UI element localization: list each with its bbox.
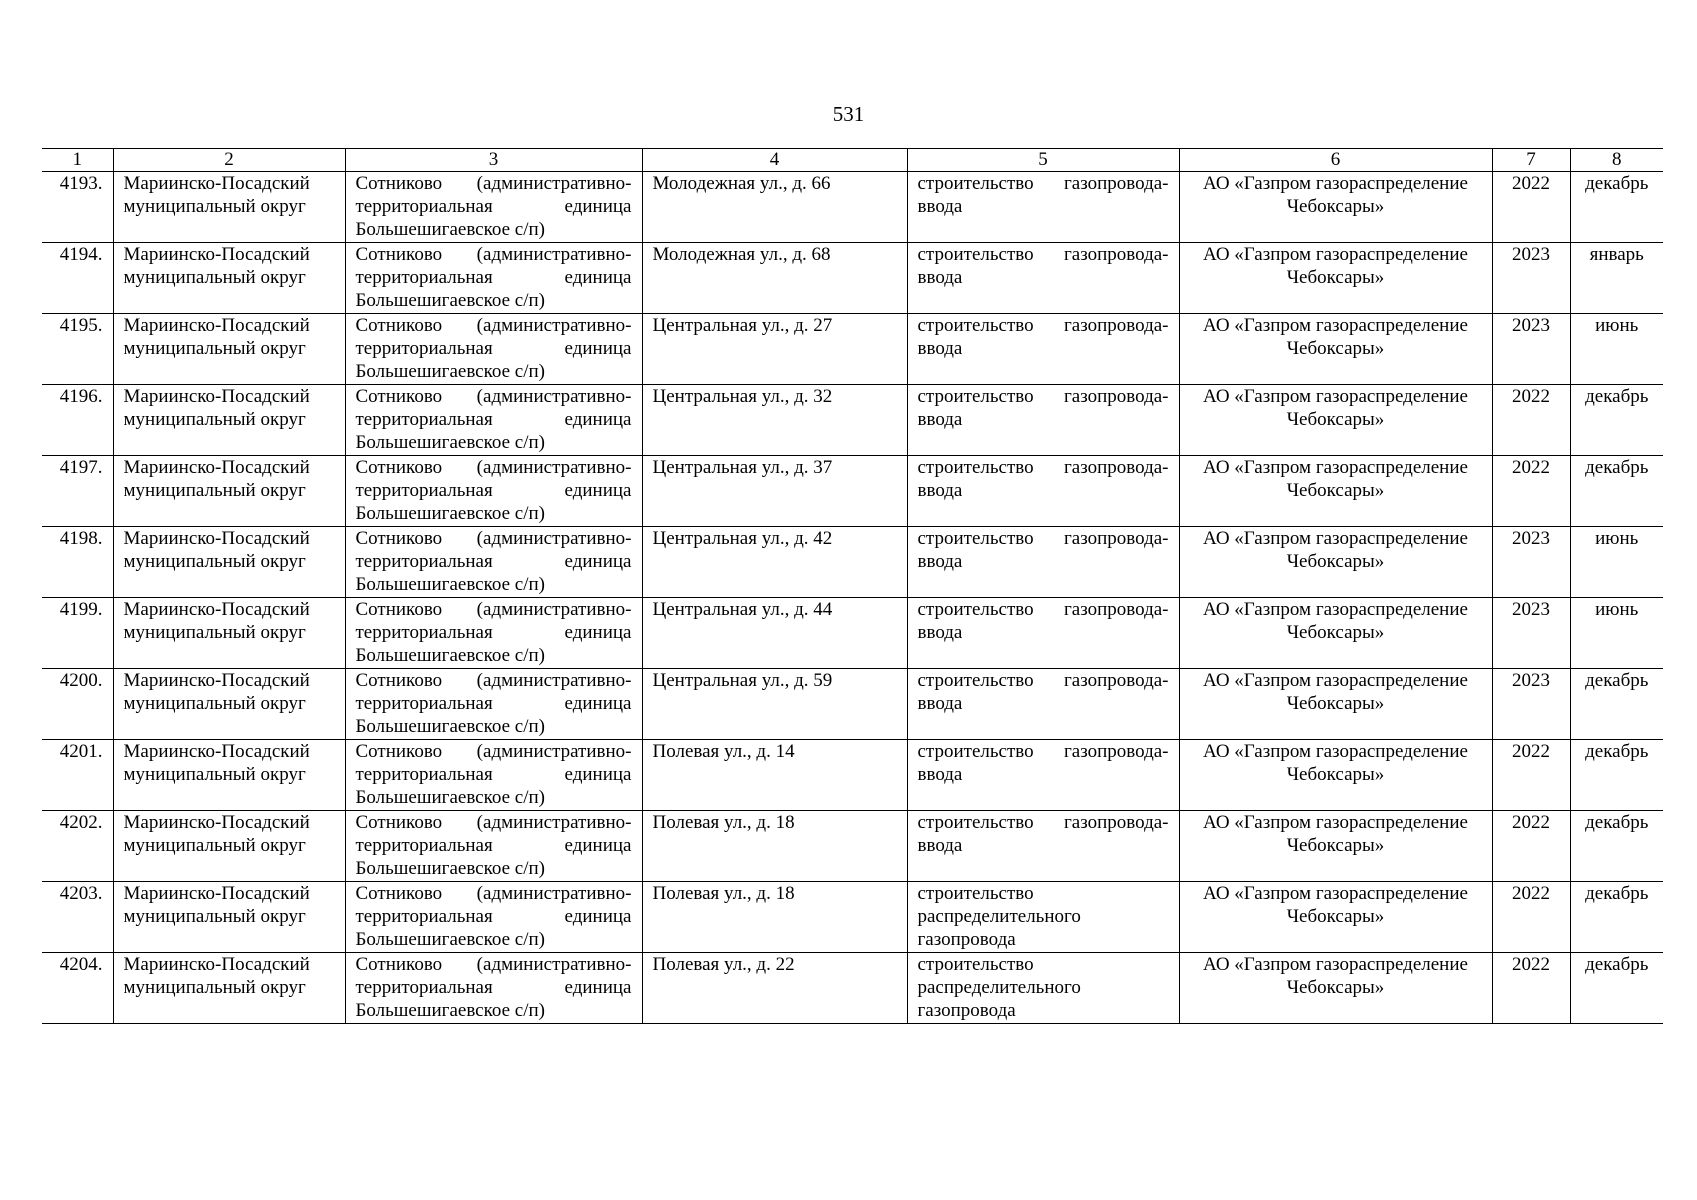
work-type-cell: строительство распределительного газопровода xyxy=(907,882,1179,953)
district-cell: Мариинско-Посадский муниципальный округ xyxy=(113,598,345,669)
work-type-cell: строительство газопровода-ввода xyxy=(907,598,1179,669)
year-cell: 2022 xyxy=(1492,456,1570,527)
address-cell: Центральная ул., д. 59 xyxy=(642,669,907,740)
month-cell: декабрь xyxy=(1570,740,1663,811)
settlement-cell: Сотниково (административно-территориальная единица Большешигаевское с/п) xyxy=(345,811,642,882)
table-row xyxy=(42,882,1663,953)
settlement-cell: Сотниково (административно-территориальная единица Большешигаевское с/п) xyxy=(345,882,642,953)
month-cell: декабрь xyxy=(1570,456,1663,527)
address-cell: Центральная ул., д. 44 xyxy=(642,598,907,669)
district-cell: Мариинско-Посадский муниципальный округ xyxy=(113,527,345,598)
column-header-7: 7 xyxy=(1492,149,1570,172)
row-number: 4198. xyxy=(42,527,113,598)
row-number: 4199. xyxy=(42,598,113,669)
organization-cell: АО «Газпром газораспределение Чебоксары» xyxy=(1179,456,1492,527)
year-cell: 2023 xyxy=(1492,527,1570,598)
settlement-cell: Сотниково (административно-территориальная единица Большешигаевское с/п) xyxy=(345,385,642,456)
district-cell: Мариинско-Посадский муниципальный округ xyxy=(113,243,345,314)
table-row xyxy=(42,811,1663,882)
address-cell: Молодежная ул., д. 66 xyxy=(642,172,907,243)
row-number: 4203. xyxy=(42,882,113,953)
column-header-8: 8 xyxy=(1570,149,1663,172)
year-cell: 2022 xyxy=(1492,172,1570,243)
organization-cell: АО «Газпром газораспределение Чебоксары» xyxy=(1179,669,1492,740)
table-row xyxy=(42,527,1663,598)
year-cell: 2023 xyxy=(1492,669,1570,740)
organization-cell: АО «Газпром газораспределение Чебоксары» xyxy=(1179,882,1492,953)
address-cell: Полевая ул., д. 18 xyxy=(642,811,907,882)
year-cell: 2023 xyxy=(1492,314,1570,385)
month-cell: декабрь xyxy=(1570,172,1663,243)
column-header-1: 1 xyxy=(42,149,113,172)
year-cell: 2022 xyxy=(1492,385,1570,456)
month-cell: июнь xyxy=(1570,598,1663,669)
column-numbers-row xyxy=(42,149,1663,172)
row-number: 4204. xyxy=(42,953,113,1024)
table-row xyxy=(42,953,1663,1024)
year-cell: 2022 xyxy=(1492,811,1570,882)
column-header-2: 2 xyxy=(113,149,345,172)
work-type-cell: строительство газопровода-ввода xyxy=(907,385,1179,456)
year-cell: 2022 xyxy=(1492,740,1570,811)
row-number: 4201. xyxy=(42,740,113,811)
table-row xyxy=(42,669,1663,740)
month-cell: декабрь xyxy=(1570,953,1663,1024)
settlement-cell: Сотниково (административно-территориальная единица Большешигаевское с/п) xyxy=(345,243,642,314)
district-cell: Мариинско-Посадский муниципальный округ xyxy=(113,314,345,385)
work-type-cell: строительство газопровода-ввода xyxy=(907,172,1179,243)
work-type-cell: строительство газопровода-ввода xyxy=(907,669,1179,740)
table-row xyxy=(42,740,1663,811)
table-row xyxy=(42,314,1663,385)
row-number: 4197. xyxy=(42,456,113,527)
district-cell: Мариинско-Посадский муниципальный округ xyxy=(113,669,345,740)
work-type-cell: строительство газопровода-ввода xyxy=(907,527,1179,598)
district-cell: Мариинско-Посадский муниципальный округ xyxy=(113,882,345,953)
organization-cell: АО «Газпром газораспределение Чебоксары» xyxy=(1179,314,1492,385)
work-type-cell: строительство газопровода-ввода xyxy=(907,740,1179,811)
row-number: 4195. xyxy=(42,314,113,385)
table-row xyxy=(42,172,1663,243)
column-header-3: 3 xyxy=(345,149,642,172)
column-header-6: 6 xyxy=(1179,149,1492,172)
organization-cell: АО «Газпром газораспределение Чебоксары» xyxy=(1179,598,1492,669)
gas-connection-table xyxy=(42,148,1663,1024)
work-type-cell: строительство газопровода-ввода xyxy=(907,314,1179,385)
address-cell: Центральная ул., д. 27 xyxy=(642,314,907,385)
column-header-4: 4 xyxy=(642,149,907,172)
organization-cell: АО «Газпром газораспределение Чебоксары» xyxy=(1179,243,1492,314)
table-row xyxy=(42,385,1663,456)
year-cell: 2022 xyxy=(1492,882,1570,953)
district-cell: Мариинско-Посадский муниципальный округ xyxy=(113,740,345,811)
settlement-cell: Сотниково (административно-территориальная единица Большешигаевское с/п) xyxy=(345,456,642,527)
district-cell: Мариинско-Посадский муниципальный округ xyxy=(113,172,345,243)
settlement-cell: Сотниково (административно-территориальная единица Большешигаевское с/п) xyxy=(345,314,642,385)
table-row xyxy=(42,456,1663,527)
column-header-5: 5 xyxy=(907,149,1179,172)
address-cell: Центральная ул., д. 32 xyxy=(642,385,907,456)
row-number: 4193. xyxy=(42,172,113,243)
organization-cell: АО «Газпром газораспределение Чебоксары» xyxy=(1179,811,1492,882)
row-number: 4196. xyxy=(42,385,113,456)
work-type-cell: строительство газопровода-ввода xyxy=(907,243,1179,314)
table-row xyxy=(42,243,1663,314)
settlement-cell: Сотниково (административно-территориальная единица Большешигаевское с/п) xyxy=(345,527,642,598)
year-cell: 2023 xyxy=(1492,243,1570,314)
settlement-cell: Сотниково (административно-территориальная единица Большешигаевское с/п) xyxy=(345,953,642,1024)
address-cell: Молодежная ул., д. 68 xyxy=(642,243,907,314)
table-header xyxy=(42,149,1663,172)
organization-cell: АО «Газпром газораспределение Чебоксары» xyxy=(1179,740,1492,811)
month-cell: январь xyxy=(1570,243,1663,314)
address-cell: Полевая ул., д. 14 xyxy=(642,740,907,811)
organization-cell: АО «Газпром газораспределение Чебоксары» xyxy=(1179,172,1492,243)
row-number: 4200. xyxy=(42,669,113,740)
address-cell: Центральная ул., д. 37 xyxy=(642,456,907,527)
table-row xyxy=(42,598,1663,669)
address-cell: Полевая ул., д. 18 xyxy=(642,882,907,953)
district-cell: Мариинско-Посадский муниципальный округ xyxy=(113,385,345,456)
address-cell: Центральная ул., д. 42 xyxy=(642,527,907,598)
district-cell: Мариинско-Посадский муниципальный округ xyxy=(113,811,345,882)
organization-cell: АО «Газпром газораспределение Чебоксары» xyxy=(1179,953,1492,1024)
row-number: 4194. xyxy=(42,243,113,314)
year-cell: 2022 xyxy=(1492,953,1570,1024)
month-cell: июнь xyxy=(1570,314,1663,385)
organization-cell: АО «Газпром газораспределение Чебоксары» xyxy=(1179,385,1492,456)
month-cell: декабрь xyxy=(1570,882,1663,953)
settlement-cell: Сотниково (административно-территориальная единица Большешигаевское с/п) xyxy=(345,740,642,811)
month-cell: декабрь xyxy=(1570,385,1663,456)
year-cell: 2023 xyxy=(1492,598,1570,669)
settlement-cell: Сотниково (административно-территориальная единица Большешигаевское с/п) xyxy=(345,172,642,243)
district-cell: Мариинско-Посадский муниципальный округ xyxy=(113,456,345,527)
work-type-cell: строительство распределительного газопровода xyxy=(907,953,1179,1024)
district-cell: Мариинско-Посадский муниципальный округ xyxy=(113,953,345,1024)
work-type-cell: строительство газопровода-ввода xyxy=(907,456,1179,527)
page-number: 531 xyxy=(832,102,865,126)
organization-cell: АО «Газпром газораспределение Чебоксары» xyxy=(1179,527,1492,598)
table-body xyxy=(42,172,1663,1024)
month-cell: июнь xyxy=(1570,527,1663,598)
month-cell: декабрь xyxy=(1570,669,1663,740)
address-cell: Полевая ул., д. 22 xyxy=(642,953,907,1024)
settlement-cell: Сотниково (административно-территориальная единица Большешигаевское с/п) xyxy=(345,598,642,669)
work-type-cell: строительство газопровода-ввода xyxy=(907,811,1179,882)
row-number: 4202. xyxy=(42,811,113,882)
settlement-cell: Сотниково (административно-территориальная единица Большешигаевское с/п) xyxy=(345,669,642,740)
month-cell: декабрь xyxy=(1570,811,1663,882)
